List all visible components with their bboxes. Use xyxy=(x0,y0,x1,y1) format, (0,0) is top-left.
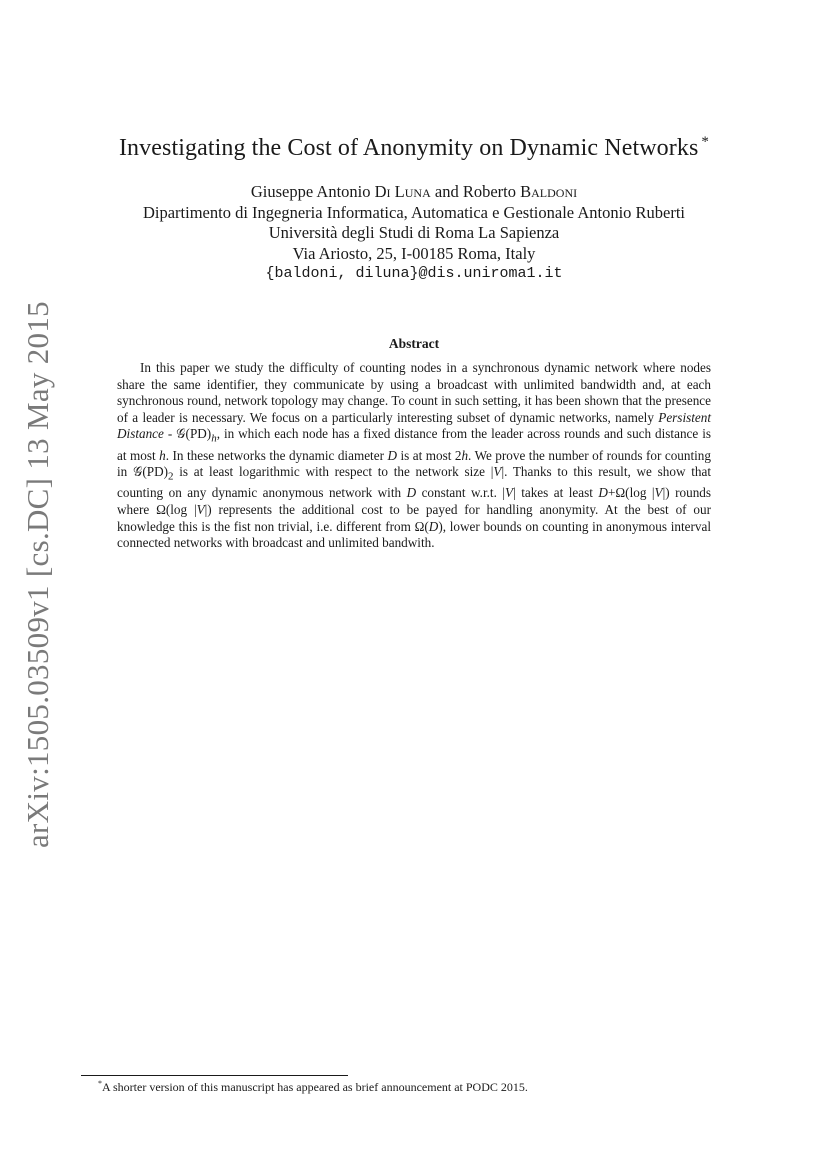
math-variable: V xyxy=(196,502,205,518)
math-variable: V xyxy=(654,485,663,501)
abstract-text-run: . In these networks the dynamic diameter xyxy=(165,447,388,463)
paper-title-block xyxy=(0,134,828,162)
math-variable: h xyxy=(159,447,166,463)
abstract-text-run: |. Thanks to this result, we show that counting on any dynamic anonymous network with xyxy=(117,464,711,501)
math-variable: D xyxy=(598,485,608,501)
abstract-text-run: | takes at least xyxy=(513,485,599,501)
math-variable: D xyxy=(428,518,439,534)
abstract-text-run: ), lower bounds on counting in anonymous interval connected networks with broadcast and unlimited bandwith. xyxy=(117,518,712,551)
author-2-first: Roberto xyxy=(462,182,516,201)
footnote-mark: * xyxy=(98,1079,102,1088)
author-email: {baldoni, diluna}@dis.uniroma1.it xyxy=(265,265,563,282)
math-subscript: h xyxy=(211,433,217,446)
affiliation-address: Via Ariosto, 25, I-00185 Roma, Italy xyxy=(292,243,536,263)
author-names xyxy=(0,182,828,203)
footnote-text: A shorter version of this manuscript has appeared as brief announcement at PODC 2015. xyxy=(102,1080,528,1094)
footnote xyxy=(98,1079,528,1095)
author-1-last: Di Luna xyxy=(374,182,431,201)
abstract-text-run: In this paper we study the difficulty of counting nodes in a synchronous dynamic network where nodes share the same identifier, they communicate by using a broadcast with unlimited bandwidth and, at each synchronous round, network topology may change. To count in such setting, it has been shown that the presence of a leader is necessary. We focus on a particularly interesting subset of dynamic networks, namely xyxy=(117,360,711,425)
abstract-text xyxy=(117,360,711,552)
title-footnote-mark: * xyxy=(701,134,710,150)
abstract-text-run: |) represents the additional cost to be payed for handling anonymity. At the best of our knowledge this is the fist non trivial, i.e. different from Ω( xyxy=(117,502,711,534)
abstract-text-run: is at least logarithmic with respect to the network size | xyxy=(173,464,494,480)
math-variable: h xyxy=(461,447,469,463)
author-conjunction: and xyxy=(434,182,459,201)
math-variable: V xyxy=(505,485,514,501)
paper-title: Investigating the Cost of Anonymity on Dynamic Networks xyxy=(118,135,699,161)
abstract-text-run: +Ω(log | xyxy=(607,485,655,501)
arxiv-identifier-stamp: arXiv:1505.03509v1 [cs.DC] 13 May 2015 xyxy=(20,301,55,848)
author-block xyxy=(0,182,828,285)
abstract-text-run: . We prove the number of rounds for counting in 𝒢(PD) xyxy=(117,447,711,480)
author-2-last: Baldoni xyxy=(520,182,578,201)
abstract-text-run: - 𝒢(PD) xyxy=(163,426,212,442)
math-variable: V xyxy=(493,464,502,480)
abstract-text-run: |) rounds where Ω(log | xyxy=(117,485,712,518)
abstract-heading: Abstract xyxy=(388,336,440,351)
author-1-first: Giuseppe Antonio xyxy=(250,182,371,201)
affiliation-university: Università degli Studi di Roma La Sapienza xyxy=(268,223,560,242)
abstract-text-run: constant w.r.t. | xyxy=(416,485,506,501)
math-subscript: 2 xyxy=(168,470,174,483)
math-variable: D xyxy=(406,485,417,501)
math-variable: D xyxy=(387,447,397,463)
affiliation-department: Dipartimento di Ingegneria Informatica, Automatica e Gestionale Antonio Ruberti xyxy=(142,202,686,222)
abstract-text-run: , in which each node has a fixed distance from the leader across rounds and such distance is at most xyxy=(117,426,711,463)
abstract-text-run: is at most 2 xyxy=(396,447,462,463)
footnote-rule xyxy=(81,1075,348,1076)
abstract-term-persistent-distance: Persistent Distance xyxy=(117,409,712,442)
